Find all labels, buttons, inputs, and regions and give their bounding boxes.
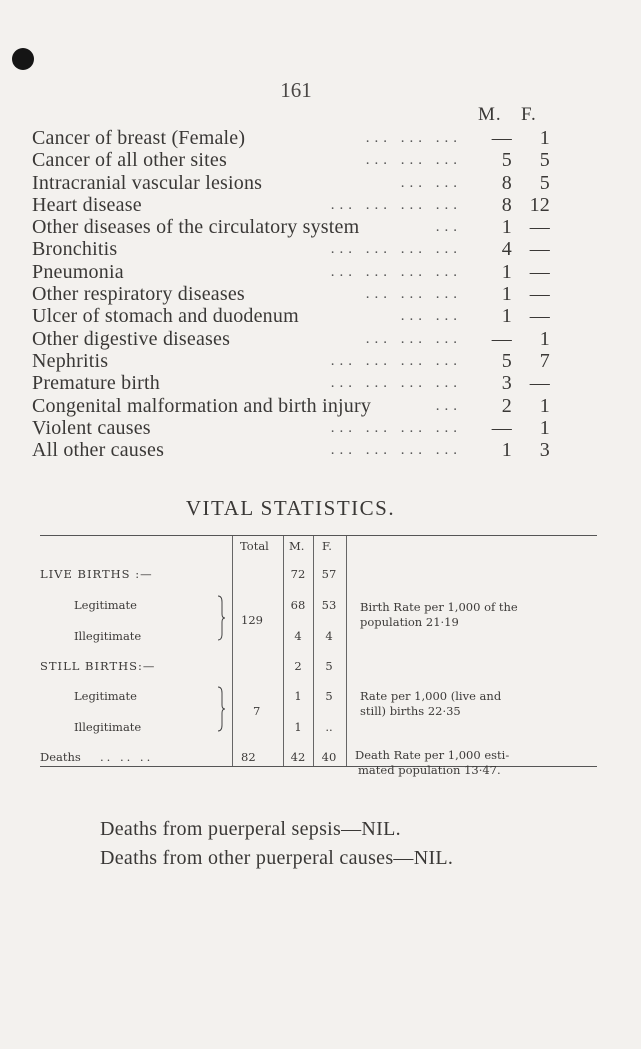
cause-female-count: — — [529, 238, 550, 261]
cause-female-count: 3 — [539, 439, 550, 462]
cause-male-count: 8 — [501, 193, 512, 216]
leader-dots: ... ... ... — [365, 130, 462, 146]
still-legitimate-label: Legitimate — [74, 689, 137, 703]
cause-male-count: 2 — [501, 394, 512, 417]
cause-male-count: 5 — [501, 149, 512, 172]
cause-male-count: 1 — [501, 283, 512, 306]
still-births-female: 5 — [325, 659, 333, 673]
cause-male-count: — — [491, 127, 512, 149]
vital-statistics-title: VITAL STATISTICS. — [185, 496, 396, 520]
leader-dots: ... ... ... ... — [330, 352, 462, 369]
cause-label: Congenital malformation and birth injury — [32, 394, 372, 417]
live-legitimate-label: Legitimate — [74, 598, 137, 612]
column-divider — [232, 536, 233, 766]
cause-label: Other diseases of the circulatory system — [32, 216, 360, 239]
still-legitimate-female: 5 — [325, 689, 333, 703]
column-header-female: F. — [521, 104, 537, 125]
leader-dots: ... ... — [400, 174, 462, 191]
cause-female-count: — — [529, 372, 550, 395]
birth-rate-note — [360, 600, 518, 630]
header-male: M. — [289, 539, 305, 553]
cause-female-count: — — [529, 216, 550, 239]
leader-dots: ... — [435, 397, 462, 414]
death-rate-note — [355, 748, 509, 778]
cause-label: Pneumonia — [32, 260, 124, 283]
birth-rate-note-line: Birth Rate per 1,000 of the — [360, 600, 518, 614]
still-illegitimate-female: .. — [325, 720, 333, 734]
column-divider — [346, 536, 347, 766]
brace-icon — [215, 685, 227, 733]
cause-label: Ulcer of stomach and duodenum — [32, 305, 299, 328]
deaths-label: Deaths — [40, 750, 81, 764]
cause-label: Cancer of all other sites — [32, 149, 227, 172]
leader-dots: ... ... ... — [365, 152, 462, 169]
cause-label: Premature birth — [32, 372, 160, 395]
column-header-male: M. — [478, 104, 502, 125]
live-births-label: LIVE BIRTHS :— — [40, 567, 153, 581]
cause-label: Heart disease — [32, 193, 142, 216]
still-legitimate-male: 1 — [294, 689, 302, 703]
other-puerperal-line: Deaths from other puerperal causes—NIL. — [100, 847, 454, 869]
header-female: F. — [322, 539, 332, 553]
cause-female-count: 1 — [539, 127, 550, 149]
cause-label: Other digestive diseases — [32, 327, 231, 350]
cause-female-count: 1 — [539, 327, 550, 350]
cause-female-count: 5 — [539, 171, 550, 194]
live-illegitimate-male: 4 — [294, 629, 302, 643]
live-legitimate-male: 68 — [290, 598, 306, 612]
live-illegitimate-label: Illegitimate — [74, 629, 142, 643]
cause-male-count: — — [491, 327, 512, 350]
cause-label: Cancer of breast (Female) — [32, 127, 246, 149]
death-rate-note-line: Death Rate per 1,000 esti- — [355, 748, 510, 762]
cause-female-count: — — [529, 305, 550, 328]
cause-label: Other respiratory diseases — [32, 283, 245, 306]
live-births-total: 129 — [241, 613, 263, 627]
live-births-female: 57 — [321, 567, 337, 581]
death-rate-note-line: mated population 13·47. — [358, 763, 501, 777]
leader-dots: ... ... ... ... — [330, 375, 462, 392]
still-birth-rate-note-line: still) births 22·35 — [360, 704, 461, 718]
still-birth-rate-note — [360, 689, 501, 719]
cause-male-count: 1 — [501, 439, 512, 462]
cause-female-count: 1 — [539, 394, 550, 417]
leader-dots: ... ... — [400, 308, 462, 325]
cause-female-count: 1 — [539, 416, 550, 439]
cause-female-count: 7 — [539, 349, 550, 372]
puerperal-sepsis-line: Deaths from puerperal sepsis—NIL. — [100, 818, 401, 840]
table-top-rule — [40, 535, 597, 536]
cause-male-count: 1 — [501, 260, 512, 283]
leader-dots: ... ... ... ... — [330, 241, 462, 258]
deaths-dots: .. .. .. — [100, 750, 154, 764]
leader-dots: ... ... ... — [365, 330, 462, 347]
deaths-male: 42 — [290, 750, 306, 764]
cause-male-count: 5 — [501, 349, 512, 372]
cause-male-count: 4 — [501, 238, 512, 261]
cause-label: Nephritis — [32, 349, 109, 372]
live-illegitimate-female: 4 — [325, 629, 333, 643]
deaths-female: 40 — [321, 750, 337, 764]
cause-label: Violent causes — [32, 416, 151, 439]
still-illegitimate-label: Illegitimate — [74, 720, 142, 734]
still-births-total: 7 — [253, 704, 261, 718]
live-births-male: 72 — [290, 567, 306, 581]
header-total: Total — [240, 539, 269, 553]
cause-label: Intracranial vascular lesions — [32, 171, 263, 194]
table-bottom-rule — [40, 766, 597, 767]
cause-male-count: — — [491, 416, 512, 439]
deaths-total: 82 — [241, 750, 256, 764]
cause-female-count: 5 — [539, 149, 550, 172]
cause-male-count: 3 — [501, 372, 512, 395]
cause-label: All other causes — [32, 439, 165, 462]
cause-female-count: — — [529, 260, 550, 283]
page-number: 161 — [280, 78, 312, 102]
still-birth-rate-note-line: Rate per 1,000 (live and — [360, 689, 502, 703]
leader-dots: ... ... ... ... — [330, 196, 462, 213]
cause-male-count: 1 — [501, 305, 512, 328]
leader-dots: ... ... ... ... — [330, 442, 462, 459]
still-births-label: STILL BIRTHS:— — [40, 659, 156, 673]
leader-dots: ... ... ... — [365, 286, 462, 303]
cause-male-count: 8 — [501, 171, 512, 194]
cause-male-count: 1 — [501, 216, 512, 239]
brace-icon — [215, 594, 227, 642]
cause-female-count: 12 — [529, 193, 550, 216]
live-legitimate-female: 53 — [321, 598, 337, 612]
leader-dots: ... — [435, 219, 462, 236]
still-births-male: 2 — [294, 659, 302, 673]
birth-rate-note-line: population 21·19 — [360, 615, 459, 629]
leader-dots: ... ... ... ... — [330, 419, 462, 436]
leader-dots: ... ... ... ... — [330, 263, 462, 280]
still-illegitimate-male: 1 — [294, 720, 302, 734]
cause-female-count: — — [529, 283, 550, 306]
cause-label: Bronchitis — [32, 238, 118, 261]
